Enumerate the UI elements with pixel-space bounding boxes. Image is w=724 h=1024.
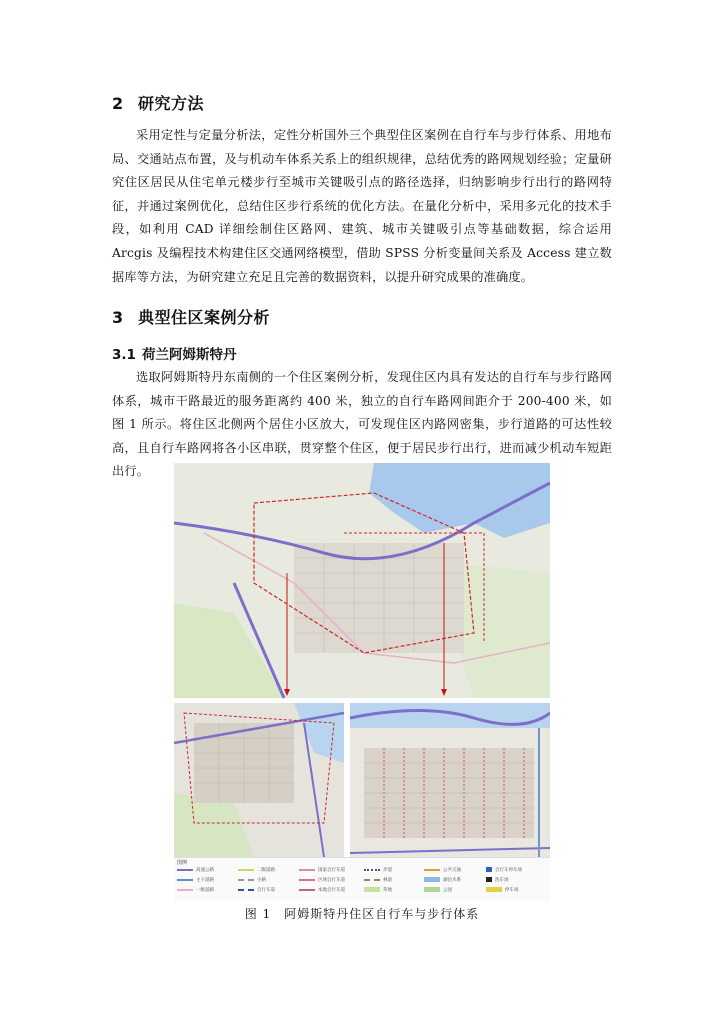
legend-item [299,877,345,883]
figure-1-maps [174,463,550,857]
legend-label: 自行车停车场 [495,868,522,873]
legend-label: 一级道路 [196,888,214,893]
legend-label: 高速公路 [196,868,214,873]
subsection-title: 荷兰阿姆斯特丹 [142,347,237,363]
section-number: 3 [112,308,124,327]
legend-swatch [238,869,254,871]
legend-label: 步道 [383,868,392,873]
legend-label: 本地自行车道 [318,888,345,893]
legend-swatch [177,869,193,871]
legend-swatch [424,869,440,871]
legend-label: 二级道路 [257,868,275,873]
paragraph-methods: 采用定性与定量分析法，定性分析国外三个典型住区案例在自行车与步行体系、用地布局、交通站点布置，及与机动车体系关系上的组织规律，总结优秀的路网规划经验；定量研究住区居民从住宅单元楼步行至城市关键吸引点的路径选择，归纳影响步行出行的路网特征，并通过案例优化，总结住区步行系统的优化方法。在量化分析中，采用多元化的技术手段，如利用 CAD 详细绘制住区路网、建筑、城市关键吸引点等基础数据，综合运用 Arcgis 及编程技术构建住区交通网络模型，借助 SPSS 分析变量间关系及 Access 建立数据库等方法，为研究建立充足且完善的数据资料，以提升研究成果的准确度。 [112,128,612,284]
legend-swatch [486,867,492,872]
legend-swatch [177,889,193,891]
subsection-number: 3.1 [112,347,136,363]
legend-swatch [238,879,254,881]
section-title: 典型住区案例分析 [138,308,271,327]
legend-swatch [364,869,380,871]
legend-label: 湖泊水系 [443,878,461,883]
legend-item [177,887,214,893]
legend-label: 洗车场 [495,878,509,883]
section-title: 研究方法 [138,94,205,113]
legend-label: 公园 [443,888,452,893]
overview-map [174,463,550,698]
legend-label: 草地 [383,888,392,893]
legend-swatch [299,879,315,881]
legend-swatch [299,869,315,871]
legend-item [299,867,345,873]
legend-item [177,867,214,873]
legend-item [424,877,461,883]
legend-item [177,877,214,883]
paragraph-amsterdam: 选取阿姆斯特丹东南侧的一个住区案例分析，发现住区内具有发达的自行车与步行路网体系，城市干路最近的服务距离约 400 米，独立的自行车路网间距介于 200-400 米，如图 1 所示。将住区北侧两个居住小区放大，可发现住区内路网密集，步行道路的可达性较高，且自行车路网将各小区串联，贯穿整个住区，便于居民步行出行，进而减少机动车短距出行。 [112,370,612,479]
legend-item [486,887,519,893]
legend-item [364,867,392,873]
legend-swatch [486,877,492,882]
figure-caption: 图 1 阿姆斯特丹住区自行车与步行体系 [244,907,480,921]
detail-map-left [174,703,344,857]
legend-label: 林道 [383,878,392,883]
legend-label: 公共交通 [443,868,461,873]
legend-swatch [299,889,315,891]
legend-swatch [364,879,380,881]
legend-swatch [486,887,502,892]
legend-item [364,877,392,883]
legend-item [238,867,275,873]
section-2-heading [112,91,204,114]
legend-swatch [424,877,440,882]
legend-swatch [364,887,380,892]
legend-item [486,877,509,883]
legend-label: 主干道路 [196,878,214,883]
legend-label: 国家自行车道 [318,868,345,873]
legend-swatch [238,889,254,891]
legend-swatch [177,879,193,881]
figure-legend [174,857,550,900]
legend-label: 自行车道 [257,888,275,893]
section-3-1-heading [112,343,237,363]
legend-item [424,887,452,893]
legend-label: 区域自行车道 [318,878,345,883]
detail-map-right [350,703,550,857]
legend-label: 小路 [257,878,266,883]
legend-item [238,887,275,893]
legend-swatch [424,887,440,892]
section-number: 2 [112,94,124,113]
legend-label: 停车场 [505,888,519,893]
legend-item [364,887,392,893]
figure-1 [174,463,550,899]
legend-item [486,867,522,873]
legend-item [238,877,266,883]
legend-item [424,867,461,873]
legend-item [299,887,345,893]
section-3-heading [112,305,270,328]
legend-title: 图例 [177,860,188,866]
